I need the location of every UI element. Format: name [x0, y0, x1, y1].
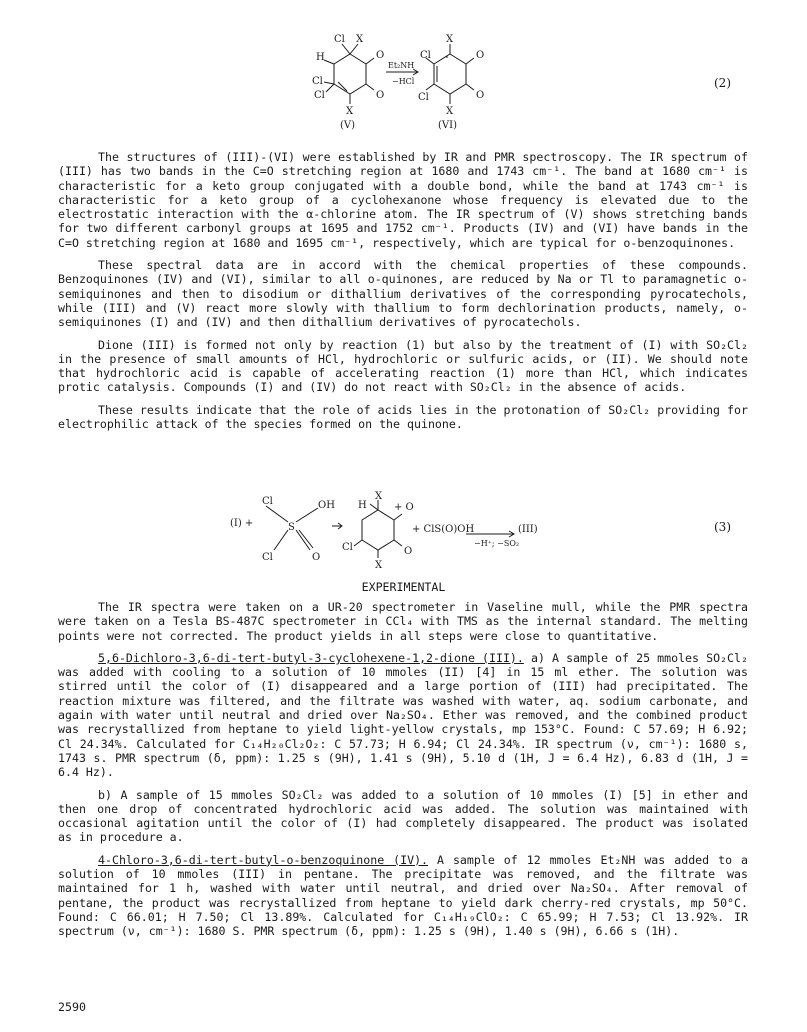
scheme2-cl-left-1: Cl — [312, 76, 323, 87]
scheme2-reagent-top: Et₂NH — [388, 61, 415, 70]
scheme3-o: O — [312, 552, 321, 563]
paragraph-role-of-acids: These results indicate that the role of acids lies in the protonation of SO₂Cl₂ providing for electrophilic attack of the species formed on the quinone. — [58, 402, 748, 432]
scheme3-clsooh: + ClS(O)OH — [412, 524, 475, 535]
scheme2-x-top-right: X — [446, 34, 454, 45]
paragraph-spectral-data: These spectral data are in accord with the chemical properties of these compounds. Benzoquinones (IV) and (VI), similar to all o-quinones, are reduced by Na or Tl to paramagnetic o-semiquinones and then to disodium or dithallium derivatives of the corresponding pyrocatechols, while (III) and (V) react more slowly with thallium to form dechlorination products, namely, o-semiquinones (I) and (IV) and then dithallium derivatives of pyrocatechols. — [58, 258, 748, 330]
scheme2-o-2: O — [376, 90, 385, 101]
body-text-experimental — [58, 600, 748, 939]
scheme2-label-v: (V) — [340, 120, 356, 131]
equation-number-3: (3) — [714, 520, 731, 534]
scheme2-x-bottom-right: X — [446, 106, 454, 117]
scheme2-o-4: O — [476, 90, 485, 101]
scheme2-cl-right-top: Cl — [420, 50, 431, 61]
scheme3-cl-ring: Cl — [342, 542, 353, 553]
procedure-iv-text: A sample of 12 mmoles Et₂NH was added to a solution of 10 mmoles (III) in pentane. The precipitate was removed, and the filtrate was maintained for 1 h, washed with water until neutral, and dried over Na₂SO₄. After removal of pentane, the product was recrystallized from heptane to yield dark cherry-red crystals, mp 50°C. Found: C 66.01; H 7.50; Cl 13.89%. Calculated for C₁₄H₁₉ClO₂: C 65.99; H 7.53; Cl 13.92%. IR spectrum (ν, cm⁻¹): 1680 S. PMR spectrum (δ, ppm): 1.25 s (9H), 1.40 s (9H), 6.66 s (1H). — [58, 852, 748, 939]
paragraph-structures: The structures of (III)-(VI) were established by IR and PMR spectroscopy. The IR spectrum of (III) has two bands in the C=O stretching region at 1680 and 1743 cm⁻¹. The band at 1680 cm⁻¹ is characteristic for a keto group conjugated with a double bond, while the band at 1743 cm⁻¹ is characteristic for a keto group of a cyclohexanone whose frequency is elevated due to the electrostatic interaction with the α-chlorine atom. The IR spectrum of (V) shows stretching bands for two different carbonyl groups at 1695 and 1752 cm⁻¹. Products (IV) and (VI) have bands in the C=O stretching region at 1680 and 1695 cm⁻¹, respectively, which are typical for o-benzoquinones. — [58, 150, 748, 250]
scheme2-x-top: X — [356, 34, 364, 45]
scheme2-o-3: O — [476, 50, 485, 61]
scheme2-cl-left-2: Cl — [314, 90, 325, 101]
compound-title-iii: 5,6-Dichloro-3,6-di-tert-butyl-3-cyclohexene-1,2-dione (III). — [98, 650, 524, 665]
scheme-3-svg — [230, 492, 550, 570]
scheme3-product: (III) — [518, 524, 538, 535]
paragraph-dione-synthesis — [58, 651, 748, 780]
scheme3-plus-o: + O — [394, 502, 414, 513]
scheme3-x-bottom: X — [375, 560, 383, 571]
page-number: 2590 — [58, 1000, 86, 1014]
reaction-scheme-2 — [300, 36, 520, 136]
scheme2-cl-right-bottom: Cl — [418, 92, 429, 103]
paragraph-procedure-b: b) A sample of 15 mmoles SO₂Cl₂ was added to a solution of 10 mmoles (I) [5] in ether and then one drop of concentrated hydrochloric acid was added. The solution was maintained with occasional agitation until the color of (I) had completely disappeared. The product was isolated as in procedure a. — [58, 787, 748, 845]
scheme2-label-vi: (VI) — [438, 120, 457, 131]
paragraph-dione-formation: Dione (III) is formed not only by reaction (1) but also by the treatment of (I) with SO₂Cl₂ in the presence of small amounts of HCl, hydrochloric or sulfuric acids, or (II). We should note that hydrochloric acid is capable of accelerating reaction (1) more than HCl, which indicates protic catalysis. Compounds (I) and (IV) do not react with SO₂Cl₂ in the absence of acids. — [58, 337, 748, 395]
scheme2-x-bottom: X — [346, 106, 354, 117]
paragraph-benzoquinone-synthesis — [58, 853, 748, 939]
paragraph-instrumentation: The IR spectra were taken on a UR-20 spectrometer in Vaseline mull, while the PMR spectra were taken on a Tesla BS-487C spectrometer in CCl₄ with TMS as the internal standard. The melting points were not corrected. The product yields in all steps were close to quantitative. — [58, 600, 748, 643]
procedure-a-text: a) A sample of 25 mmoles SO₂Cl₂ was added with cooling to a solution of 10 mmoles (II) [4] in 15 ml ether. The solution was stirred until the color of (I) disappeared and a large portion of (III) had precipitated. The reaction mixture was filtered, and the filtrate was washed with water, aq. sodium carbonate, and again with water until neutral and dried over Na₂SO₄. Ether was removed, and the combined product was recrystallized from heptane to yield light-yellow crystals, mp 153°C. Found: C 57.69; H 6.92; Cl 24.34%. Calculated for C₁₄H₂₀Cl₂O₂: C 57.73; H 6.94; Cl 24.34%. IR spectrum (ν, cm⁻¹): 1680 s, 1743 s. PMR spectrum (δ, ppm): 1.25 s (9H), 1.41 s (9H), 5.10 d (1H, J = 6.4 Hz), 6.83 d (1H, J = 6.4 Hz). — [58, 650, 748, 780]
scheme3-x-top: X — [375, 491, 383, 502]
scheme3-o-ring: O — [404, 546, 413, 557]
scheme3-reagent-under: −H⁺; −SO₂ — [474, 539, 520, 548]
scheme3-s: S — [288, 522, 295, 533]
scheme2-reagent-bottom: −HCl — [392, 77, 415, 86]
scheme2-h: H — [316, 52, 325, 63]
experimental-heading: EXPERIMENTAL — [361, 580, 446, 594]
reaction-scheme-3 — [230, 492, 550, 570]
scheme2-o-1: O — [376, 50, 385, 61]
scheme-2-svg — [300, 36, 520, 136]
scheme3-h: H — [358, 500, 367, 511]
scheme3-cl-plus: Cl — [262, 496, 273, 507]
scheme3-oh: OH — [318, 500, 335, 511]
compound-title-iv: 4-Chloro-3,6-di-tert-butyl-o-benzoquinone (IV). — [98, 852, 429, 867]
scheme3-lhs: (I) + — [230, 518, 254, 529]
scheme2-cl-top: Cl — [334, 34, 345, 45]
scheme3-cl-left: Cl — [262, 552, 273, 563]
equation-number-2: (2) — [714, 76, 731, 90]
body-text-upper — [58, 150, 748, 431]
